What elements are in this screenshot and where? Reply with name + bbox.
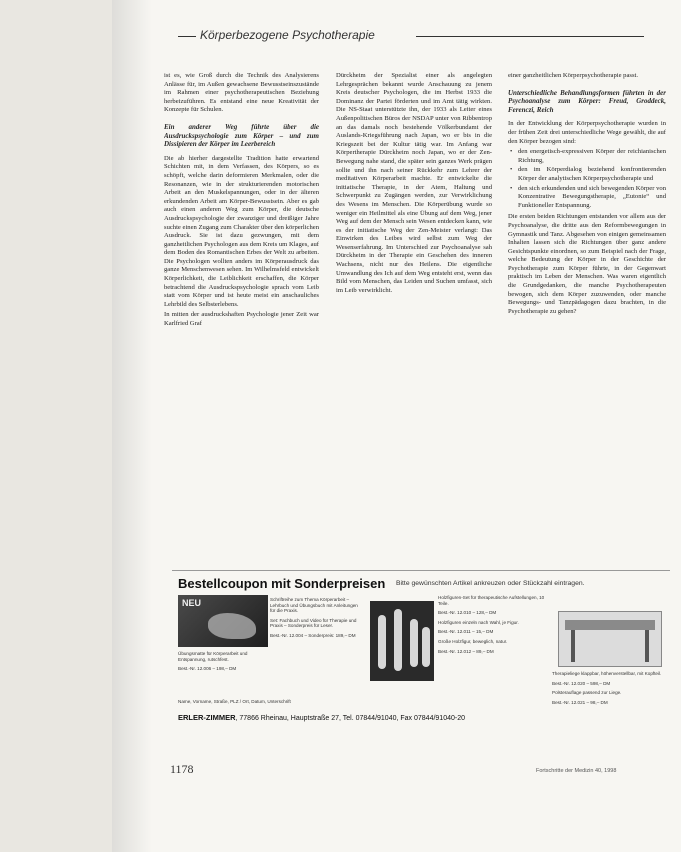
coupon-brand-line: [178, 713, 465, 722]
coupon-item: Holzfiguren einzeln nach Wahl, je Figur.: [438, 619, 519, 625]
journal-footer: Fortschritte der Medizin 40, 1998: [536, 768, 617, 774]
figurine-shape: [422, 627, 430, 667]
bullet-item: • den energetisch-expressiven Körper der reichianischen Richtung,: [508, 148, 666, 165]
coupon-item: Best.-Nr. 12.004 – Sonderpreis: 189,– DM: [270, 632, 356, 638]
coupon-item: Best.-Nr. 12.012 – 89,– DM: [438, 648, 494, 654]
coupon-right-text: [552, 671, 668, 721]
header-title: Körperbezogene Psychotherapie: [200, 28, 375, 42]
bench-leg: [645, 630, 649, 662]
column1-body: Die ab hierher dargestellte Tradition hatte erwartend Schichten mit, in dem Verfassen, des Körpers, so es schöpft, welche darin deformieren Merkmalen, oder die Resonanzen, wie in der strukturierenden motorischen Arbeit an den Muskelspannungen, oder in der älteren erkundenden Arbeit am Körper-Bewusstsein. Aber es gab auch einen anderen Weg zum Körper, die deutsche Ausdruckspsychologie der zwanziger und dreißiger Jahre suchte einen Zugang zum Charakter über den körperlichen Ausdruck. Sie ist dazu gezwungen, mit dem ganzheitlichen Psychologen aus dem Kreis um Klages, auf dem Boden des Romantischen Erbes der Welt zu arbeiten. Die Psychologen wollten anders im Körperausdruck das ganze Menschenwesen sehen. Im Wilhelmsfeld entwickelt Körperlichkeit, die Leiblichkeit erschaffen, die Körper betrachtend die Ausdruckspsychologie sprach vom Leib statt vom Körper und ist heute meist ein anschauliches Lehrbild des Selbsterlebens.: [164, 154, 319, 308]
running-header: [178, 28, 658, 44]
coupon-item: Polsterauflage passend zur Liege.: [552, 690, 622, 696]
column3-body: Die ersten beiden Richtungen entstanden vor allem aus der Psychoanalyse, die dritte aus den Reformbewegungen in Gymnastik und Tanz. Abgesehen von einigen gemeinsamen Inhalten lassen sich die Richtungen über ganz andere Gesichtspunkte einordnen, so zum Beispiel nach der Frage, welche Bedeutung der Körper in der Geschichte der Psychotherapie zum Körper führte, in der Gegenwart praktisch im Leben der Menschen. Was waren eigentlich die Grundgedanken, die manche Psychotherapeuten bewogen, sich dem Körper zuzuwenden, oder manche Bewegungs- und Tanzpädagogen dazu brachten, in die Psychotherapie zu gehen?: [508, 213, 666, 315]
column1-heading: Ein anderer Weg führte über die Ausdruckspsychologie zum Körper – und zum Dissipieren der Körper im Leerbereich: [164, 122, 319, 149]
coupon-item: Best.-Nr. 12.020 – 598,– DM: [552, 680, 611, 686]
text-column-3: [508, 72, 666, 542]
brand-name: ERLER-ZIMMER: [178, 713, 236, 722]
column3-heading: Unterschiedliche Behandlungsformen führten in der Psychoanalyse zum Körper: Freud, Groddeck, Ferenczi, Reich: [508, 88, 666, 114]
coupon-leftbottom-text: [178, 651, 270, 697]
figurine-shape: [378, 615, 386, 669]
coupon-item: Übungsmatte für Körperarbeit und Entspannung, rutschfest.: [178, 651, 248, 662]
column1-intro: ist es, wie Groß durch die Technik des Analysierens Anlässe für, im Außen gewachsene Bewusstseinszustände im Rahmen einer psychotherapeutischen Beziehung herbeizuführen. Es entstand eine neue Kreativität der Konzepte für Schulen.: [164, 72, 319, 114]
coupon-left-text: [270, 597, 362, 697]
bench-top: [565, 620, 655, 630]
figurines-photo: [370, 601, 434, 681]
coupon-item: Set: Fachbuch und Video für Therapie und Praxis – Sonderpreis für Leser.: [270, 617, 357, 629]
coupon-item: Therapieliege klappbar, höhenverstellbar, mit Kopfteil.: [552, 671, 662, 676]
spine-shadow: [112, 0, 152, 852]
column1-tail: In mitten der ausdruckshaften Psychologie jener Zeit war Karlfried Graf: [164, 311, 319, 328]
coupon-item: Große Holzfigur, beweglich, natur.: [438, 638, 508, 644]
coupon-item: Best.-Nr. 12.006 – 198,– DM: [178, 666, 237, 672]
coupon-item: Best.-Nr. 12.021 – 98,– DM: [552, 699, 608, 705]
figure-shape: [208, 613, 256, 639]
product-photo-neu: [178, 595, 268, 647]
column2-body: Dürckheim der Spezialist einer als angelegten Lehrgesprächen bekannt wurde Anschauung zu jenem Kreis deutscher Psychologen, die im Herbst 1933 die Dominanz der Partei förderten und im Amt tätig wirkten. Die NS-Staat unterstützte ihn, der 1933 als Leiter eines Außenpolitischen Büros der NSDAP unter von Ribbentrop an das damals noch bestehende Völkerbundamt der Auslands-Kriegsführung nach Japan, wo er bis in die Kriegszeit bei der Kultur tätig war. Im Anfang war Körpertherapie Dürckheim noch Japan, wo er der Zen-Bewegung nahe stand, die später sein ganzes Werk prägen sollte und ihn nach seiner Rückkehr zum Lehrer der meditativen Körperarbeit machte. Er entwickelte die initiatische Therapie, in der Atem, Haltung und Schwerpunkt zu Zugängen werden, zur Verwirklichung des Wesens im Menschen. Die Körperübung wurde so weniger ein Heilmittel als eine Übung auf dem Weg, jener Weg auf dem der Mensch sein Wesen entdecken kann, wie es der initiatische Weg der Zen-Meister verlangt: Das Einwirken des Leibes wird selbst zum Weg der Wesenserfahrung. Im Unterschied zur Psychoanalyse sah Dürckheim in der Therapie ein Geschehen des inneren Wachsens, nicht nur des Heilens. Die eigentliche Umwandlung des Ich auf dem Weg entsteht erst, wenn das Bild vom Menschen, das Leiden und Suchen umfasst, sich im Leib verwirklicht.: [336, 72, 492, 294]
text-column-2: [336, 72, 492, 542]
coupon-item: Schriftreihe zum Thema Körperarbeit – Lehrbuch und Übungsbuch mit Anleitungen für die Praxis.: [270, 597, 358, 614]
column3-intro: einer ganzheitlichen Körperpsychotherapie passt.: [508, 72, 638, 79]
bench-leg: [571, 630, 575, 662]
figurine-shape: [410, 619, 418, 667]
coupon-address-line: Name, Vorname, Straße, PLZ / Ort, Datum, Unterschrift: [178, 699, 291, 704]
coupon-item: Best.-Nr. 12.011 – 15,– DM: [438, 629, 494, 635]
coupon-item: Holzfiguren-Set für therapeutische Aufstellungen, 10 Teile.: [438, 595, 545, 606]
figurine-shape: [394, 609, 402, 671]
header-rule-left: [178, 36, 196, 37]
order-coupon-ad: [172, 570, 670, 746]
column3-bullet-list: [508, 148, 666, 210]
bullet-item: • den im Körperdialog beziehend konfrontierenden Körper der analytischen Körperpsychotherapie und: [508, 166, 666, 183]
coupon-item: Best.-Nr. 12.010 – 128,– DM: [438, 610, 497, 616]
new-badge: NEU: [182, 598, 202, 608]
column3-lead: In der Entwicklung der Körperpsychotherapie wurden in der frühen Zeit drei unterschiedliche Wege gewählt, die auf den Körper bezogen sind:: [508, 120, 666, 145]
page-number: 1178: [170, 762, 194, 776]
coupon-title: Bestellcoupon mit Sonderpreisen: [178, 576, 386, 591]
coupon-subtitle: Bitte gewünschten Artikel ankreuzen oder Stückzahl eintragen.: [396, 580, 585, 587]
text-column-1: [164, 72, 319, 542]
brand-contact: , 77866 Rheinau, Hauptstraße 27, Tel. 07844/91040, Fax 07844/91040-20: [235, 715, 465, 722]
header-rule-right: [416, 36, 644, 37]
bullet-item: • den sich erkundenden und sich bewegenden Körper von Konzentrative Bewegungstherapie, „Eutonie“ und Funktioneller Entspannung.: [508, 185, 666, 211]
therapy-bench-photo: [558, 611, 662, 667]
